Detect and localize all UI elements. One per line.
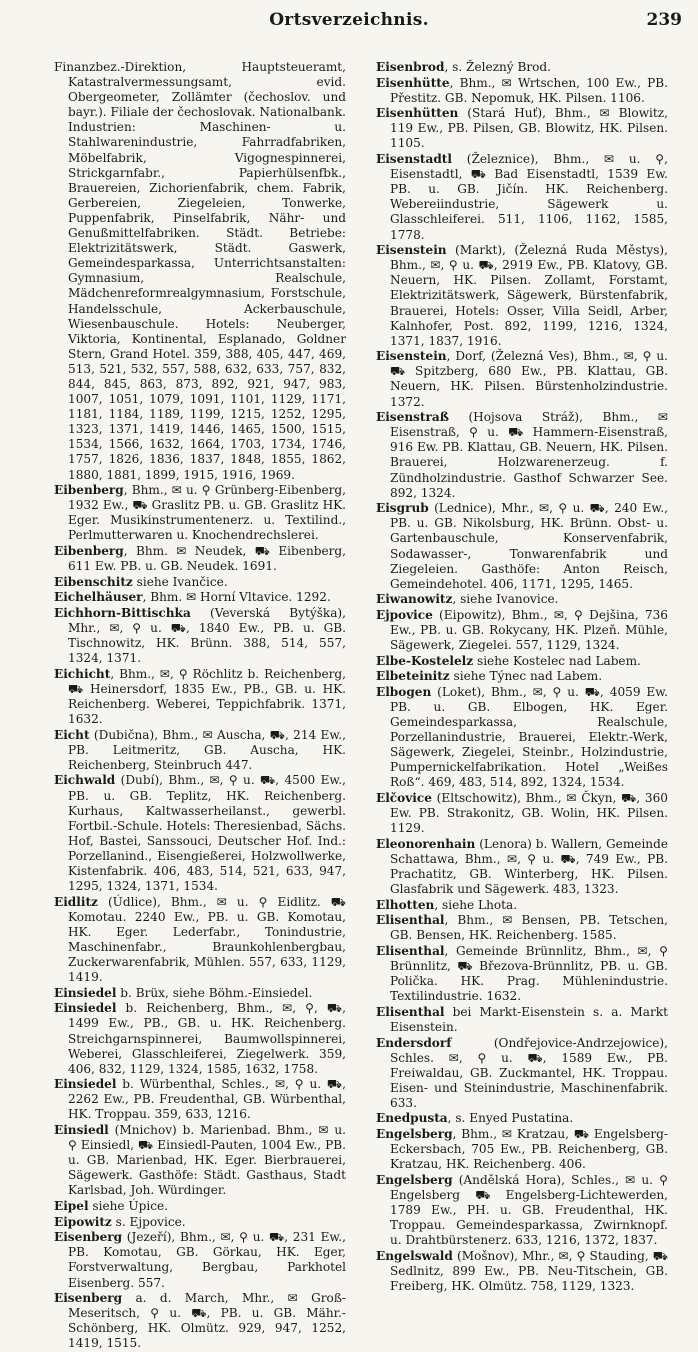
gazetteer-entry xyxy=(376,1036,668,1111)
entry-headword: Eisenstadtl xyxy=(376,152,452,167)
entry-headword: Eidlitz xyxy=(54,894,98,909)
entry-headword: Einsiedel xyxy=(54,1077,117,1092)
gazetteer-entry xyxy=(54,1291,346,1351)
gazetteer-entry xyxy=(376,410,668,501)
gazetteer-entry xyxy=(376,501,668,592)
entry-text: , Bhm. ✉ Horní Vltavice. 1292. xyxy=(142,590,331,605)
entry-headword: Elbeteinitz xyxy=(376,669,450,684)
entry-text: , siehe Ivanovice. xyxy=(452,592,559,607)
entry-text: (Veverská Bytýška), Mhr., ✉, ⚲ u. ⛟, 1840 Ew., PB. u. GB. Tischnowitz, HK. Brünn. 388, 514, 557, 1324, 1371. xyxy=(68,605,346,666)
gazetteer-entry xyxy=(54,1199,346,1214)
entry-headword: Enedpusta xyxy=(376,1111,448,1126)
gazetteer-entry xyxy=(376,1005,668,1035)
entry-text: , Bhm., ✉, ⚲ Röchlitz b. Reichenberg, ⛟ Heinersdorf, 1835 Ew., PB., GB. u. HK. Reichenberg. Weberei, Teppichfabrik. 1371, 1632. xyxy=(68,666,346,727)
entry-headword: Eiwanowitz xyxy=(376,592,453,607)
entry-text: (Mošnov), Mhr., ✉, ⚲ Stauding, ⛟ Sedlnitz, 899 Ew., PB. Neu-Titschein, GB. Freiberg, HK. Olmütz. 758, 1129, 1323. xyxy=(390,1248,668,1293)
left-column xyxy=(54,60,346,1352)
gazetteer-entry xyxy=(376,76,668,106)
entry-text: (Železnice), Bhm., ✉ u. ⚲, Eisenstadtl, ⛟ Bad Eisenstadtl, 1539 Ew. PB. u. GB. Jičín. HK. Reichenberg. Webereiindustrie, Sägewerk u. Glasschleiferei. 511, 1106, 1162, 1585, 1778. xyxy=(390,152,668,242)
entry-text: b. Würbenthal, Schles., ✉, ⚲ u. ⛟, 2262 Ew., PB. Freudenthal, GB. Würbenthal, HK. Troppau. 359, 633, 1216. xyxy=(68,1077,346,1122)
entry-text: (Dubična), Bhm., ✉ Auscha, ⛟, 214 Ew., PB. Leitmeritz, GB. Auscha, HK. Reichenberg, Steinbruch 447. xyxy=(68,727,346,772)
entry-headword: Eipowitz xyxy=(54,1214,112,1229)
page-number: 239 xyxy=(646,10,682,30)
entry-headword: Eisenhütten xyxy=(376,106,459,121)
entry-text: , Bhm., ✉ u. ⚲ Grünberg-Eibenberg, 1932 Ew., ⛟ Graslitz PB. u. GB. Graslitz HK. Eger. Musikinstrumentenerz. u. Textilind., Perlmutterwaren u. Knochendrechslerei. xyxy=(68,483,346,543)
entry-headword: Endersdorf xyxy=(376,1035,452,1050)
entry-text: , Bhm. ✉ Neudek, ⛟ Eibenberg, 611 Ew. PB. u. GB. Neudek. 1691. xyxy=(68,544,346,574)
entry-text: b. Reichenberg, Bhm., ✉, ⚲, ⛟, 1499 Ew., PB., GB. u. HK. Reichenberg. Streichgarnspinnerei, Baumwollspinnerei, Weberei, Glasschleiferei, Ziegelwerk. 359, 406, 832, 1129, 1324, 1585, 1632, 1758. xyxy=(68,1001,346,1076)
entry-headword: Ejpovice xyxy=(376,607,433,622)
gazetteer-entry xyxy=(376,243,668,349)
entry-text: (Eipowitz), Bhm., ✉, ⚲ Dejšina, 736 Ew., PB. u. GB. Rokycany, HK. Plzeň. Mühle, Sägewerk, Ziegelei. 557, 1129, 1324. xyxy=(390,607,668,653)
entry-text: (Loket), Bhm., ✉, ⚲ u. ⛟, 4059 Ew. PB. u. GB. Elbogen, HK. Eger. Gemeindesparkassa, Realschule, Porzellanindustrie, Brauerei, Elektr.-Werk, Sägewerk, Ziegelei, Steinbr., Holzindustrie, Pumpernickelfabrikation. Hotel „Weißes Roß“. 469, 483, 514, 892, 1324, 1534. xyxy=(390,684,668,790)
entry-headword: Engelsberg xyxy=(376,1172,453,1187)
gazetteer-entry xyxy=(54,1230,346,1290)
gazetteer-entry xyxy=(54,986,346,1001)
entry-text: b. Brüx, siehe Böhm.-Einsiedel. xyxy=(116,985,313,1000)
entry-headword: Eisenhütte xyxy=(376,75,450,90)
gazetteer-entry xyxy=(376,60,668,75)
entry-headword: Eisenberg xyxy=(54,1230,123,1245)
page-title: Ortsverzeichnis. xyxy=(269,10,429,30)
gazetteer-entry xyxy=(54,667,346,727)
entry-text: , Bhm., ✉ Kratzau, ⛟ Engelsberg-Eckersbach, 705 Ew., PB. Reichenberg, GB. Kratzau, HK. Reichenberg. 406. xyxy=(390,1127,668,1172)
gazetteer-entry xyxy=(376,791,668,836)
gazetteer-entry xyxy=(376,608,668,653)
entry-headword: Eicht xyxy=(54,727,90,742)
entry-text: (Mnichov) b. Marienbad. Bhm., ✉ u. ⚲ Einsiedl, ⛟ Einsiedl-Pauten, 1004 Ew., PB. u. GB. Marienbad, HK. Eger. Bierbrauerei, Sägewerk. Gasthöfe: Städt. Gasthaus, Stadt Karlsbad, Joh. Würdinger. xyxy=(68,1123,346,1198)
entry-headword: Elbogen xyxy=(376,684,432,699)
gazetteer-entry xyxy=(54,60,346,483)
gazetteer-entry xyxy=(376,1249,668,1294)
entry-headword: Eleonorenhain xyxy=(376,836,476,851)
entry-headword: Einsiedl xyxy=(54,1123,109,1138)
entry-text: (Jezeří), Bhm., ✉, ⚲ u. ⛟, 231 Ew., PB. Komotau, GB. Görkau, HK. Eger, Forstverwaltung, Bergbau, Parkhotel Eisenberg. 557. xyxy=(68,1230,346,1290)
entry-text: (Dubí), Bhm., ✉, ⚲ u. ⛟, 4500 Ew., PB. u. GB. Teplitz, HK. Reichenberg. Kurhaus, Kaltwasserheilanst., gewerbl. Fortbil.-Schule. Hotels: Theresienbad, Sächs. Hof, Bastei, Sanssouci, Deutscher Hof. Ind.: Porzellanind., Eisengießerei, Holzwollwerke, Kistenfabrik. 406, 483, 514, 521, 633, 947, 1295, 1324, 1371, 1534. xyxy=(68,773,346,894)
entry-text: (Lenora) b. Wallern, Gemeinde Schattawa, Bhm., ✉, ⚲ u. ⛟, 749 Ew., PB. Prachatitz, GB. Winterberg, HK. Pilsen. Glasfabrik und Sägewerk. 483, 1323. xyxy=(390,836,668,897)
gazetteer-entry xyxy=(54,1001,346,1076)
entry-text: (Hojsova Stráž), Bhm., ✉ Eisenstraß, ⚲ u. ⛟ Hammern-Eisenstraß, 916 Ew. PB. Klattau, GB. Neuern, HK. Pilsen. Brauerei, Holzwarenerzeug. f. Zündholzindustrie. Gasthof Schwarzer See. 892, 1324. xyxy=(390,410,668,500)
right-column xyxy=(376,60,668,1295)
gazetteer-entry xyxy=(54,1123,346,1198)
entry-headword: Eisenstraß xyxy=(376,410,449,425)
gazetteer-entry xyxy=(54,773,346,894)
entry-headword: Elisenthal xyxy=(376,943,445,958)
entry-text: , Bhm., ✉ Wrtschen, 100 Ew., PB. Přestitz. GB. Nepomuk, HK. Pilsen. 1106. xyxy=(390,75,668,105)
gazetteer-entry xyxy=(376,944,668,1004)
entry-text: (Stará Huť), Bhm., ✉ Blowitz, 119 Ew., PB. Pilsen, GB. Blowitz, HK. Pilsen. 1105. xyxy=(390,106,668,151)
gazetteer-entry xyxy=(54,590,346,605)
entry-headword: Elbe-Kostelelz xyxy=(376,653,474,668)
entry-headword: Eipel xyxy=(54,1199,89,1214)
entry-text: (Markt), (Železná Ruda Městys), Bhm., ✉, ⚲ u. ⛟, 2919 Ew., PB. Klatovy, GB. Neuern, HK. Pilsen. Zollamt, Forstamt, Elektrizitätswerk, Sägewerk, Bürstenfabrik, Brauerei, Hotels: Osser, Villa Seidl, Arber, Kalnhofer, Post. 892, 1199, 1216, 1324, 1371, 1837, 1916. xyxy=(390,243,668,348)
entry-headword: Eibenschitz xyxy=(54,574,133,589)
gazetteer-entry xyxy=(376,1127,668,1172)
entry-headword: Eibenberg xyxy=(54,483,124,498)
entry-text: siehe Úpice. xyxy=(88,1199,169,1214)
entry-text: , Bhm., ✉ Bensen, PB. Tetschen, GB. Bensen, HK. Reichenberg. 1585. xyxy=(390,913,668,943)
entry-text: , siehe Lhota. xyxy=(434,897,518,912)
entry-text: , s. Enyed Pustatina. xyxy=(447,1111,574,1126)
gazetteer-entry xyxy=(54,895,346,986)
entry-headword: Elisenthal xyxy=(376,913,445,928)
entry-text: (Andělská Hora), Schles., ✉ u. ⚲ Engelsberg ⛟ Engelsberg-Lichtewerden, 1789 Ew., PH. u. GB. Freudenthal, HK. Troppau. Gemeindesparkassa, Zwirnknopf. u. Drahtbürstenerz. 633, 1216, 1372, 1837. xyxy=(390,1172,668,1248)
entry-text: Finanzbez.-Direktion, Hauptsteueramt, Katastralvermessungsamt, evid. Obergeometer, Zollämter (čechoslov. und bayr.). Filiale der čechoslovak. Nationalbank. Industrien: Maschinen- u. Stahlwarenindustrie, Fahrradfabriken, Möbelfabrik, Vigognespinnerei, Strickgarnfabr., Papierhülsenfbk., Brauereien, Zichorienfabrik, chem. Fabrik, Gerbereien, Ziegeleien, Tonwerke, Puppenfabrik, Pinselfabrik, Nähr- und Genußmittelfabriken. Städt. Betriebe: Elektrizitätswerk, Städt. Gaswerk, Gemeindesparkassa, Unterrichtsanstalten: Gymnasium, Realschule, Mädchenreformrealgymnasium, Forstschule, Handelsschule, Ackerbauschule, Wiesenbauschule. Hotels: Neuberger, Viktoria, Kontinental, Esplanado, Goldner Stern, Grand Hotel. 359, 388, 405, 447, 469, 513, 521, 532, 557, 588, 632, 633, 757, 832, 844, 845, 863, 873, 892, 921, 947, 983, 1007, 1051, 1079, 1091, 1101, 1129, 1171, 1181, 1184, 1189, 1199, 1215, 1252, 1295, 1323, 1371, 1419, 1446, 1465, 1500, 1515, 1534, 1566, 1632, 1664, 1703, 1734, 1746, 1757, 1826, 1836, 1837, 1848, 1855, 1862, 1880, 1881, 1899, 1915, 1916, 1969. xyxy=(54,60,346,482)
entry-headword: Eichicht xyxy=(54,666,111,681)
gazetteer-entry xyxy=(54,606,346,666)
entry-text: (Eltschowitz), Bhm., ✉ Čkyn, ⛟, 360 Ew. PB. Strakonitz, GB. Wolin, HK. Pilsen. 1129. xyxy=(390,791,668,836)
entry-headword: Eichelhäuser xyxy=(54,590,143,605)
entry-text: (Údlice), Bhm., ✉ u. ⚲ Eidlitz. ⛟ Komotau. 2240 Ew., PB. u. GB. Komotau, HK. Eger. Lederfabr., Tonindustrie, Maschinenfabr., Braunkohlenbergbau, Zuckerwarenfabrik, Mühlen. 557, 633, 1129, 1419. xyxy=(68,894,346,985)
entry-headword: Engelswald xyxy=(376,1248,453,1263)
entry-text: s. Ejpovice. xyxy=(111,1214,186,1229)
gazetteer-entry xyxy=(54,544,346,574)
gazetteer-entry xyxy=(376,669,668,684)
gazetteer-entry xyxy=(376,349,668,409)
entry-text: , s. Železný Brod. xyxy=(444,60,552,74)
entry-headword: Engelsberg xyxy=(376,1127,453,1142)
gazetteer-entry xyxy=(376,654,668,669)
gazetteer-entry xyxy=(376,152,668,243)
entry-headword: Eisgrub xyxy=(376,501,429,516)
entry-text: , Dorf, (Železná Ves), Bhm., ✉, ⚲ u. ⛟ Spitzberg, 680 Ew., PB. Klattau, GB. Neuern, HK. Pilsen. Bürstenholzindustrie. 1372. xyxy=(390,349,668,409)
entry-headword: Eichhorn-Bittischka xyxy=(54,605,191,620)
entry-text: siehe Týnec nad Labem. xyxy=(449,669,603,684)
entry-headword: Eisenstein xyxy=(376,349,447,364)
entry-headword: Eisenstein xyxy=(376,243,447,258)
entry-text: bei Markt-Eisenstein s. a. Markt Eisenstein. xyxy=(390,1004,668,1034)
page-header xyxy=(0,8,698,34)
entry-headword: Einsiedel xyxy=(54,985,117,1000)
entry-text: (Ondřejovice-Andrzejowice), Schles. ✉, ⚲ u. ⛟, 1589 Ew., PB. Freiwaldau, GB. Zuckmantel, HK. Troppau. Eisen- und Steinindustrie, Maschinenfabrik. 633. xyxy=(390,1035,668,1110)
gazetteer-entry xyxy=(376,898,668,913)
gazetteer-entry xyxy=(376,685,668,791)
gazetteer-entry xyxy=(376,106,668,151)
gazetteer-entry xyxy=(54,483,346,543)
entry-headword: Elisenthal xyxy=(376,1004,445,1019)
entry-text: siehe Ivančice. xyxy=(132,574,228,589)
entry-headword: Eisenberg xyxy=(54,1291,123,1306)
entry-headword: Elčovice xyxy=(376,791,432,805)
gazetteer-entry xyxy=(376,913,668,943)
gazetteer-entry xyxy=(54,575,346,590)
entry-headword: Eisenbrod xyxy=(376,60,445,74)
gazetteer-entry xyxy=(376,1111,668,1126)
gazetteer-entry xyxy=(54,1077,346,1122)
gazetteer-entry xyxy=(376,592,668,607)
gazetteer-entry xyxy=(54,1215,346,1230)
entry-text: (Lednice), Mhr., ✉, ⚲ u. ⛟, 240 Ew., PB. u. GB. Nikolsburg, HK. Brünn. Obst- u. Gartenbauschule, Konservenfabrik, Sodawasser-, Tonwarenfabrik und Ziegeleien. Gasthöfe: Anton Reisch, Gemeindehotel. 406, 1171, 1295, 1465. xyxy=(390,501,668,591)
gazetteer-entry xyxy=(376,837,668,897)
gazetteer-entry xyxy=(54,728,346,773)
entry-headword: Eibenberg xyxy=(54,544,124,558)
entry-headword: Elhotten xyxy=(376,897,435,912)
entry-headword: Eichwald xyxy=(54,773,116,788)
entry-text: a. d. March, Mhr., ✉ Groß-Meseritsch, ⚲ u. ⛟, PB. u. GB. Mähr.-Schönberg, HK. Olmütz. 929, 947, 1252, 1419, 1515. xyxy=(68,1291,346,1351)
entry-text: , Gemeinde Brünnlitz, Bhm., ✉, ⚲ Brünnlitz, ⛟ Březova-Brünnlitz, PB. u. GB. Polička. HK. Prag. Mühlenindustrie. Textilindustrie. 1632. xyxy=(390,943,668,1004)
entry-headword: Einsiedel xyxy=(54,1001,117,1016)
gazetteer-entry xyxy=(376,1173,668,1248)
entry-text: siehe Kostelec nad Labem. xyxy=(473,653,641,668)
